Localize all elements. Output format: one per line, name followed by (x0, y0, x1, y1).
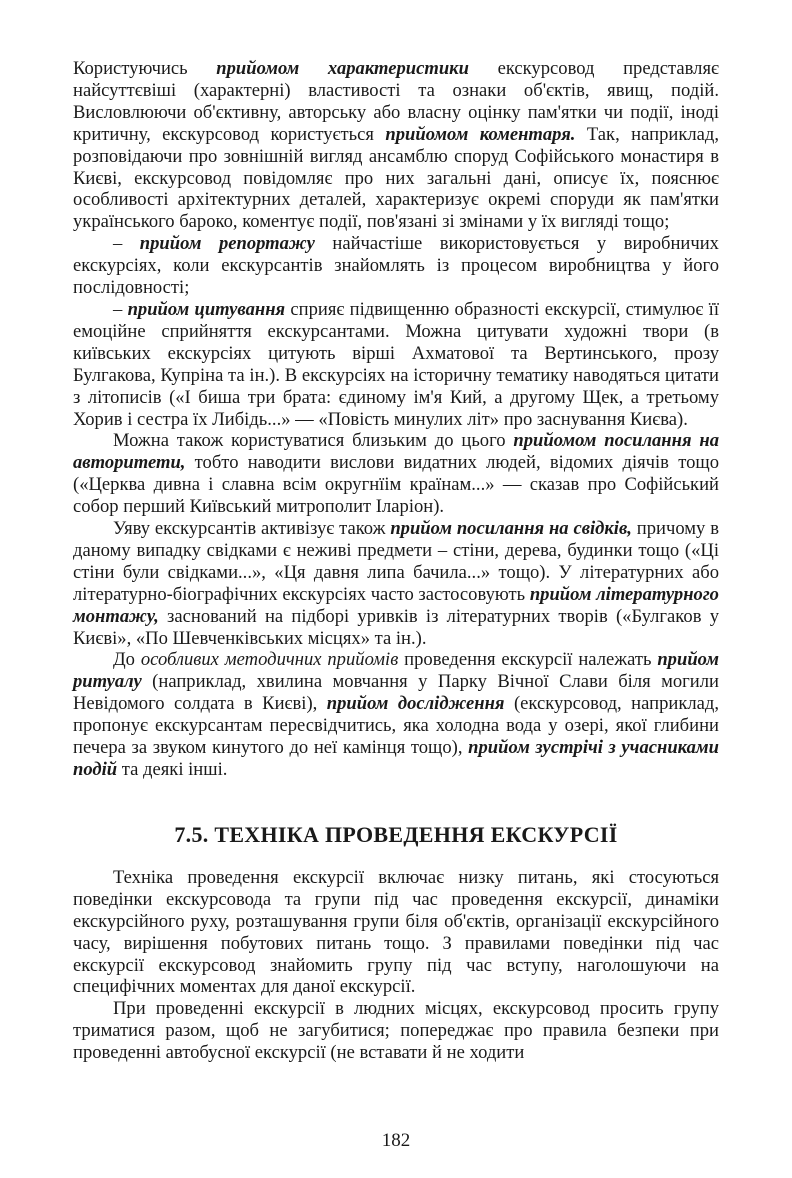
term-commentary: прийомом коментаря. (385, 123, 576, 145)
dash: – (113, 233, 140, 255)
text-run: екскурсовод представляє найсуттєвіші (характерні) властивості та ознаки об'єктів, явищ, подій. Висловлюючи об'єктивну, авторську або власну оцінку пам'ятки чи події, іноді критичну, екскурсовод користується (73, 58, 719, 145)
term-special-methods: особливих методичних прийомів (140, 649, 399, 671)
section-heading: 7.5. ТЕХНІКА ПРОВЕДЕННЯ ЕКСКУРСІЇ (174, 821, 618, 847)
term-witnesses: прийом посилання на свідків, (390, 518, 632, 540)
document-page (73, 58, 719, 1064)
text-run: тобто наводити вислови видатних людей, відомих діячів тощо («Церква дивна і славна всім округнїім країнам...» — сказав про Софійський собор перший Київський митрополит Іларіон). (73, 452, 719, 518)
paragraph-characteristic-commentary (73, 58, 719, 233)
term-literary-montage: прийом літературного монтажу, (73, 583, 719, 627)
paragraph-reportage (73, 233, 719, 299)
text-run: Уяву екскурсантів активізує також (113, 518, 391, 540)
text-run: заснований на підборі уривків із літературних творів («Булгаков у Києві», «По Шевченківських місцях» та ін.). (73, 605, 719, 649)
dash: – (113, 298, 128, 320)
text-run: та деякі інші. (117, 759, 228, 780)
term-meeting-participants: прийом зустрічі з учасниками подій (73, 737, 719, 780)
term-authority: прийомом посилання на авторитети, (73, 430, 720, 474)
text-run: Користуючись (73, 58, 217, 79)
term-characteristic: прийомом характеристики (216, 58, 469, 79)
paragraph-special-methods (73, 649, 719, 780)
text-run: сприяє підвищенню образності екскурсії, стимулює її емоційне сприйняття екскурсантами. Можна цитувати художні твори (в київських екскурсіях цитують вірші Ахматової та Вертинського, прозу Булгакова, Купріна та ін.). В екскурсіях на історичну тематику наводяться цитати з літописів («І биша три брата: єдиному ім'я Кий, а другому Щек, а третьому Хорив і сестра їх Либідь...» — «Повість минулих літ» про заснування Києва). (73, 298, 719, 430)
text-run: Так, наприклад, розповідаючи про зовнішній вигляд ансамблю споруд Софійського монастиря в Києві, екскурсовод повідомляє про них загальні дані, описує їх, пояснює особливості архітектурних деталей, характеризує окремі споруди як пам'ятки українського бароко, коментує події, пов'язані зі змінами у їх вигляді тощо; (73, 123, 719, 233)
text-run: найчастіше використовується у виробничих екскурсіях, коли екскурсантів знайомлять із процесом виробництва у його послідовності; (73, 233, 719, 299)
term-citation: прийом цитування (127, 298, 286, 320)
term-ritual: прийом ритуалу (73, 649, 719, 693)
paragraph-crowded-places: При проведенні екскурсії в людних місцях, екскурсовод просить групу триматися разом, щоб не загубитися; попереджає про правила безпеки при проведенні автобусної екскурсії (не вставати й не ходити (73, 998, 719, 1064)
paragraph-technique: Техніка проведення екскурсії включає низку питань, які стосуються поведінки екскурсовода та групи під час проведення екскурсії, динаміки екскурсійного руху, розташування групи біля об'єктів, організації екскурсійного часу, вирішення побутових питань тощо. З правилами поведінки під час екскурсії екскурсовод знайомить групу під час вступу, наголошуючи на специфічних моментах для даної екскурсії. (73, 866, 719, 998)
term-research: прийом дослідження (326, 693, 505, 715)
paragraph-witnesses (73, 518, 719, 649)
text-run: Можна також користуватися близьким до цього (113, 430, 514, 452)
text-run: причому в даному випадку свідками є неживі предмети – стіни, дерева, будинки тощо («Ці стіни були свідками...», «Ця давня липа бачила...» тощо). У літературних або літературно-біографічних екскурсіях часто застосовують (73, 518, 719, 605)
text-run: проведення екскурсії належать (398, 649, 658, 671)
page-number: 182 (381, 1130, 411, 1151)
text-run: До (113, 649, 141, 671)
paragraph-authority (73, 430, 719, 518)
term-reportage: прийом репортажу (139, 233, 315, 255)
text-run: (екскурсовод, наприклад, пропонує екскурсантам пересвідчитись, яка холодна вода у озері, якої глибини печера за звуком кинутого до неї камінця тощо), (73, 693, 719, 759)
paragraph-citation (73, 299, 719, 430)
text-run: (наприклад, хвилина мовчання у Парку Вічної Слави біля могили Невідомого солдата в Києві), (73, 671, 719, 715)
